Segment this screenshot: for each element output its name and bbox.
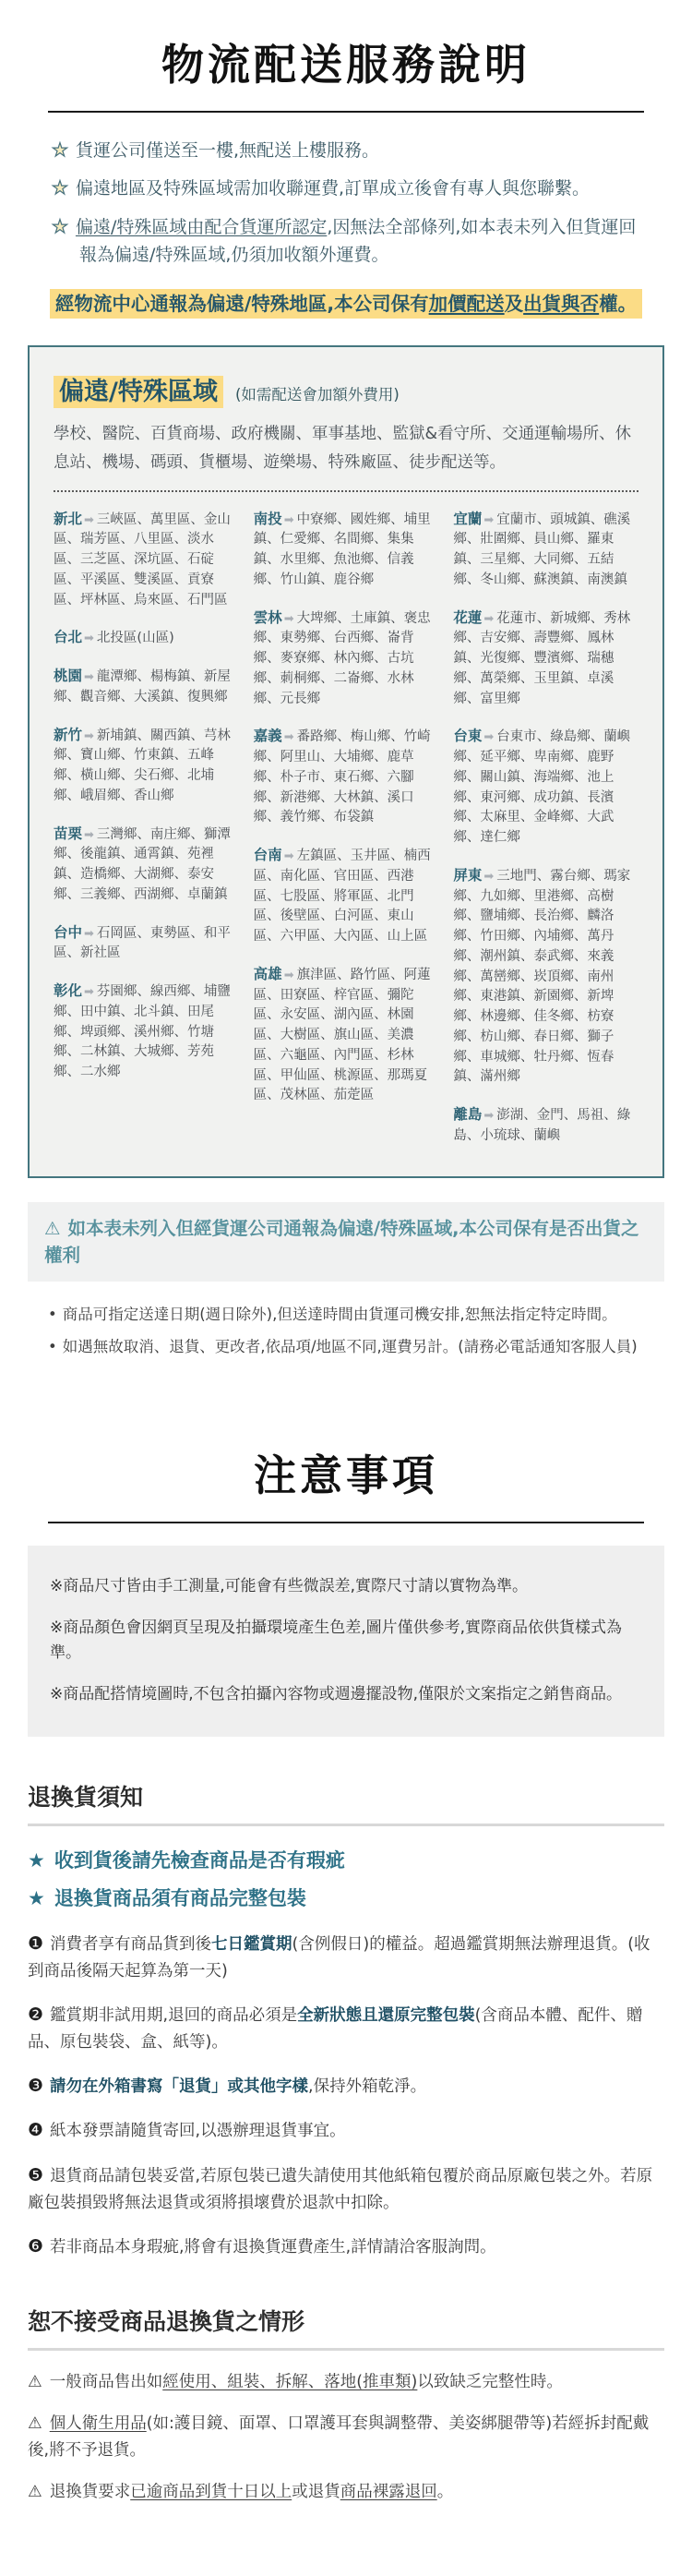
footer-warning-text: 如本表未列入但經貨運公司通報為偏遠/特殊區域,本公司保有是否出貨之權利 [44,1217,639,1266]
text-segment: 退換貨要求 [49,2482,131,2501]
text-segment: 全新狀態且還原完整包裝 [297,2005,475,2025]
delivery-note: • 如遇無故取消、退貨、更改者,依品項/地區不同,運費另計。(請務必電話通知客服人員) [48,1338,638,1356]
warning-icon: ⚠ [28,2373,42,2392]
region-group [254,964,439,1106]
region-column [453,509,638,1163]
district-list: 中寮鄉、國姓鄉、埔里鎮、仁愛鄉、名間鄉、集集鎮、水里鄉、魚池鄉、信義鄉、竹山鎮、鹿谷鄉 [253,512,431,587]
region-group [54,922,239,965]
district-list: 三峽區、萬里區、金山區、瑞芳區、八里區、淡水區、三芝區、深坑區、石碇區、平溪區、雙溪區、貢寮區、坪林區、烏來區、石門區 [54,512,231,608]
city-name: 台東 [453,728,483,745]
text-segment: 商品裸露退回 [340,2482,437,2501]
city-name: 離島 [453,1106,483,1124]
warning-icon: ⚠ [28,2482,42,2501]
city-name: 桃園 [54,668,83,685]
highlight-statement [33,288,659,320]
region-column [254,509,439,1163]
city-name: 嘉義 [253,728,282,745]
text-segment: 或退貨 [292,2482,340,2501]
notes-section-title: 注意事項 [254,1450,438,1500]
arrow-right-icon: ➡ [483,730,495,745]
region-group [254,845,439,947]
delivery-notes-list [48,1302,644,1361]
return-steps-list [28,1930,664,2262]
arrow-right-icon: ➡ [283,730,294,745]
star-filled-icon: ★ [28,1848,45,1872]
return-highlight-item: ★ 退換貨商品須有商品完整包裝 [28,1887,306,1910]
text-segment: 已逾商品到貨十日以上 [130,2482,292,2501]
arrow-right-icon: ➡ [84,512,94,527]
attention-item: ※商品顏色會因網頁呈現及拍攝環境產生色差,圖片僅供參考,實際商品依供貨樣式為準。 [50,1619,623,1663]
return-step [28,1930,664,1985]
remote-area-description: 學校、醫院、百貨商場、政府機關、軍事基地、監獄&看守所、交通運輸場所、休息站、機場、碼頭、貨櫃場、遊樂場、特殊廠區、徒步配送等。 [54,425,632,473]
star-icon: ★ [52,138,68,161]
city-name: 新竹 [54,726,83,743]
step-number-icon: ❶ [28,1932,44,1954]
bullet-icon: • [48,1338,57,1356]
district-list: 龍潭鄉、楊梅鎮、新屋鄉、觀音鄉、大溪鎮、復興鄉 [54,669,231,704]
region-group [54,509,239,611]
return-step [28,2072,664,2101]
region-group [453,509,638,591]
region-column [54,509,239,1163]
text-segment: 經物流中心通報為偏遠/特殊地區,本公司保有 [54,292,429,315]
region-group [453,608,638,710]
attention-item: ※商品尺寸皆由手工測量,可能會有些微誤差,實際尺寸請以實物為準。 [50,1576,529,1595]
star-icon: ★ [52,176,68,199]
region-group [254,509,439,591]
highlight-statement-text [50,289,642,319]
region-group [54,824,239,906]
remote-area-box [28,345,664,1177]
district-list: 新埔鎮、關西鎮、芎林鄉、寶山鄉、竹東鎮、五峰鄉、橫山鄉、尖石鄉、北埔鄉、峨眉鄉、香山鄉 [54,728,231,803]
district-list: 澎湖、金門、馬祖、綠島、小琉球、蘭嶼 [453,1108,631,1143]
arrow-right-icon: ➡ [483,512,495,527]
text-segment: 偏遠地區及特殊區域需加收聯運費,訂單成立後會有專人與您聯繫。 [75,178,590,199]
arrow-right-icon: ➡ [283,611,294,626]
step-number-icon: ❺ [28,2164,44,2185]
bullet-icon: • [48,1306,57,1324]
district-list: 芬園鄉、線西鄉、埔鹽鄉、田中鎮、北斗鎮、田尾鄉、埤頭鄉、溪州鄉、竹塘鄉、二林鎮、大城鄉、芳苑鄉、二水鄉 [54,984,231,1080]
text-segment: 個人衛生用品 [49,2414,147,2434]
reject-item [28,2411,664,2464]
remote-area-title-text: 偏遠/特殊區域 [54,376,223,408]
city-name: 花蓮 [453,608,483,626]
district-list: 三灣鄉、南庄鄉、獅潭鄉、後龍鎮、通霄鎮、苑裡鎮、造橋鄉、大湖鄉、泰安鄉、三義鄉、西湖鄉、卓蘭鎮 [54,826,231,902]
text-segment: 權。 [599,292,638,315]
text-segment: (含例假日)的權益。超過鑑賞期無法辦理退貨。(收到商品後隔天起算為第一天) [28,1934,650,1980]
step-number-icon: ❸ [28,2076,44,2097]
city-name: 新北 [54,510,83,527]
attention-box [28,1546,664,1737]
region-group [54,725,239,807]
arrow-right-icon: ➡ [283,849,294,864]
arrow-right-icon: ➡ [283,968,294,982]
district-list: 花蓮市、新城鄉、秀林鄉、吉安鄉、壽豐鄉、鳳林鎮、光復鄉、豐濱鄉、瑞穗鄉、萬榮鄉、玉里鎮、卓溪鄉、富里鄉 [453,610,631,706]
remote-area-box-title [54,371,638,407]
notes-title-divider [48,1522,644,1523]
dotted-divider [54,490,638,492]
text-segment: 消費者享有商品貨到後 [50,1934,212,1954]
city-name: 苗栗 [54,825,83,842]
return-highlight-item: ★ 收到貨後請先檢查商品是否有瑕疵 [28,1848,345,1872]
text-segment: 。 [436,2482,454,2501]
intro-item [52,211,640,270]
text-segment: ,保持外箱乾淨。 [308,2077,427,2097]
district-list: 三地門、霧台鄉、瑪家鄉、九如鄉、里港鄉、高樹鄉、鹽埔鄉、長治鄉、麟洛鄉、竹田鄉、內埔鄉、萬丹鄉、潮州鎮、泰武鄉、來義鄉、萬巒鄉、崁頂鄉、南州鄉、東港鎮、新園鄉、新埤鄉、林邊鄉、佳冬鄉、枋寮鄉、枋山鄉、春日鄉、獅子鄉、車城鄉、牡丹鄉、恆春鎮、滿州鄉 [453,868,631,1085]
district-list: 大埤鄉、土庫鎮、褒忠鄉、東勢鄉、台西鄉、崙背鄉、麥寮鄉、林內鄉、古坑鄉、莿桐鄉、二崙鄉、水林鄉、元長鄉 [253,610,431,706]
arrow-right-icon: ➡ [483,1109,495,1124]
reject-item [28,2369,664,2396]
delivery-note: • 商品可指定送達日期(週日除外),但送達時間由貨運司機安排,恕無法指定特定時間。 [48,1306,617,1324]
arrow-right-icon: ➡ [84,926,94,941]
text-segment: (如:護目鏡、面罩、口罩護耳套與調整帶、美姿綁腿帶等)若經拆封配戴後,將不予退貨。 [28,2414,650,2461]
warning-icon: ⚠ [28,2414,42,2434]
city-name: 屏東 [453,866,483,884]
district-list: 旗津區、路竹區、阿蓮區、田寮區、梓官區、彌陀區、永安區、湖內區、林園區、大樹區、旗山區、美濃區、六龜區、內門區、杉林區、甲仙區、桃源區、那瑪夏區、茂林區、茄萣區 [253,967,431,1103]
arrow-right-icon: ➡ [84,985,94,1000]
arrow-right-icon: ➡ [84,632,94,646]
district-list: 台東市、綠島鄉、蘭嶼鄉、延平鄉、卑南鄉、鹿野鄉、關山鎮、海端鄉、池上鄉、東河鄉、成功鎮、長濱鄉、太麻里、金峰鄉、大武鄉、達仁鄉 [453,729,631,846]
text-segment: 加價配送 [428,292,505,315]
step-number-icon: ❻ [28,2236,44,2257]
district-list: 石岡區、東勢區、和平區、新社區 [54,925,231,961]
region-columns [54,509,638,1163]
region-group [453,1104,638,1147]
title-divider [48,111,644,113]
return-policy-heading: 退換貨須知 [28,1779,664,1826]
reject-section-heading: 恕不接受商品退換貨之情形 [28,2304,664,2351]
city-name: 宜蘭 [453,510,483,527]
return-step [28,2233,664,2261]
intro-item [52,173,640,202]
region-group [453,865,638,1088]
arrow-right-icon: ➡ [483,611,495,626]
text-segment: 退貨商品請包裝妥當,若原包裝已遺失請使用其他紙箱包覆於商品原廠包裝之外。若原廠包裝損毀將無法退貨或須將損壞費於退款中扣除。 [28,2166,653,2213]
page-title: 物流配送服務說明 [161,40,531,90]
return-highlights-list [28,1847,664,1914]
region-group [54,666,239,708]
region-group [254,726,439,828]
city-name: 台北 [54,629,83,646]
reject-items-list [28,2369,664,2506]
city-name: 雲林 [253,608,282,626]
text-segment: 請勿在外箱書寫「退貨」或其他字樣 [50,2077,309,2097]
return-step [28,2116,664,2145]
intro-star-list [52,135,640,270]
city-name: 南投 [253,510,282,527]
district-list: 北投區(山區) [96,631,174,646]
district-list: 左鎮區、玉井區、楠西區、南化區、官田區、西港區、七股區、將軍區、北門區、後壁區、白河區、東山區、六甲區、大內區、山上區 [253,849,431,945]
text-segment: (含商品本體、配件、贈品、原包裝袋、盒、紙等)。 [28,2005,643,2052]
city-name: 彰化 [54,982,83,1000]
city-name: 台南 [253,847,282,864]
text-segment: 及 [504,292,524,315]
step-number-icon: ❹ [28,2120,44,2141]
text-segment: 出貨與否 [523,292,600,315]
text-segment: 七日鑑賞期 [211,1934,292,1954]
step-number-icon: ❷ [28,2004,44,2025]
warning-icon: ⚠ [44,1217,61,1239]
text-segment: 一般商品售出如 [49,2373,163,2392]
text-segment: 偏遠/特殊區域由配合貨運所認定 [75,216,328,237]
remote-area-title-note: (如需配送會加額外費用) [234,386,400,404]
region-group [453,726,638,849]
text-segment: 經使用、組裝、拆解、落地(推車類) [162,2373,418,2392]
footer-warning-bar [28,1202,664,1282]
district-list: 宜蘭市、頭城鎮、礁溪鄉、壯圍鄉、員山鄉、羅東鎮、三星鄉、大同鄉、五結鄉、冬山鄉、蘇澳鎮、南澳鎮 [453,512,631,587]
text-segment: ,因無法全部條列,如本表未列入但貨運回報為偏遠/特殊區域,仍須加收額外運費。 [79,216,637,266]
region-group [54,981,239,1083]
text-segment: 鑑賞期非試用期,退回的商品必須是 [50,2005,298,2025]
text-segment: 以致缺乏完整性時。 [417,2373,563,2392]
star-icon: ★ [52,214,68,237]
arrow-right-icon: ➡ [483,869,495,884]
intro-item [52,135,640,164]
text-segment: 紙本發票請隨貨寄回,以憑辦理退貨事宜。 [50,2122,346,2141]
attention-item: ※商品配搭情境圖時,不包含拍攝內容物或週邊擺設物,僅限於文案指定之銷售商品。 [50,1685,623,1704]
reject-item [28,2479,664,2506]
arrow-right-icon: ➡ [84,827,94,842]
arrow-right-icon: ➡ [84,670,94,685]
text-segment: 若非商品本身瑕疵,將會有退換貨運費產生,詳情請洽客服詢問。 [50,2238,496,2257]
text-segment: 貨運公司僅送至一樓,無配送上樓服務。 [75,140,379,161]
return-step [28,2161,664,2217]
district-list: 番路鄉、梅山鄉、竹崎鄉、阿里山、大埔鄉、鹿草鄉、朴子市、東石鄉、六腳鄉、新港鄉、大林鎮、溪口鄉、義竹鄉、布袋鎮 [253,729,431,825]
star-filled-icon: ★ [28,1887,45,1910]
arrow-right-icon: ➡ [283,512,294,527]
return-step [28,2001,664,2056]
city-name: 高雄 [253,965,282,982]
region-group [54,627,239,649]
city-name: 台中 [54,923,83,941]
arrow-right-icon: ➡ [84,728,94,743]
region-group [254,608,439,710]
